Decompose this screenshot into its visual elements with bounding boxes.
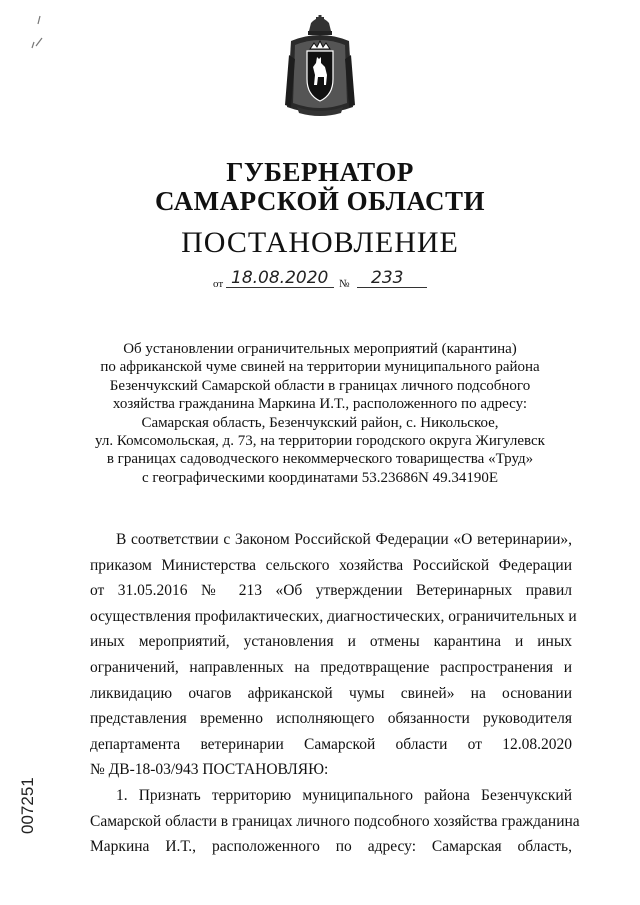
handwritten-date: 18.08.2020: [231, 268, 329, 288]
handwritten-number: 233: [371, 268, 404, 288]
body-line: Самарской области в границах личного подсобного хозяйства гражданина: [90, 812, 580, 830]
body-line: Маркина И.Т., расположенного по адресу: Самарская область,: [90, 838, 572, 856]
body-line: ограничений, направленных на предотвращение распространения и: [90, 658, 572, 676]
corner-marks: [26, 12, 46, 56]
scan-mark-icon: [26, 12, 46, 52]
document-body: [90, 527, 580, 860]
body-line: В соответствии с Законом Российской Федерации «О ветеринарии»,: [116, 531, 572, 548]
subject-line: хозяйства гражданина Маркина И.Т., расположенного по адресу:: [112, 396, 528, 413]
issuer-title-line1: ГУБЕРНАТОР: [226, 157, 414, 187]
date-number-line: [213, 268, 433, 292]
subject-line: ул. Комсомольская, д. 73, на территории городского округа Жигулевск: [95, 433, 545, 450]
body-line: осуществления профилактических, диагностических, ограничительных и: [90, 607, 577, 625]
subject-line: Безенчукский Самарской области в границах личного подсобного: [109, 377, 531, 394]
body-line: № ДВ-18-03/943 ПОСТАНОВЛЯЮ:: [90, 761, 329, 779]
body-line: от 31.05.2016 № 213 «Об утверждении Ветеринарных правил: [90, 582, 572, 600]
body-line: приказом Министерства сельского хозяйства Российской Федерации: [90, 556, 572, 574]
issuer-title-line2: САМАРСКОЙ ОБЛАСТИ: [154, 186, 486, 216]
body-line: представления временно исполняющего обязанности руководителя: [90, 710, 572, 728]
body-line: 1. Признать территорию муниципального района Безенчукский: [116, 786, 572, 804]
number-label: №: [339, 278, 350, 290]
subject-line: с географическими координатами 53.23686N 49.34190E: [141, 469, 499, 486]
document-type-heading: ПОСТАНОВЛЕНИЕ: [181, 226, 459, 259]
subject-line: по африканской чуме свиней на территории муниципального района: [100, 359, 540, 376]
body-line: департамента ветеринарии Самарской области от 12.08.2020: [90, 735, 572, 753]
body-line: иных мероприятий, установления и отмены карантина и иных: [90, 633, 572, 651]
subject-line: в границах садоводческого некоммерческого товарищества «Труд»: [106, 451, 534, 468]
document-subject: [70, 340, 570, 487]
margin-stamp-number: [18, 776, 40, 836]
subject-line: Об установлении ограничительных мероприятий (карантина): [123, 341, 517, 357]
date-prefix: от: [213, 278, 224, 290]
coat-of-arms-icon: [283, 15, 357, 119]
subject-line: Самарская область, Безенчукский район, с. Никольское,: [141, 414, 499, 431]
body-line: ликвидацию очагов африканской чумы свиней» на основании: [90, 684, 572, 702]
stamp-text: 007251: [18, 777, 37, 834]
